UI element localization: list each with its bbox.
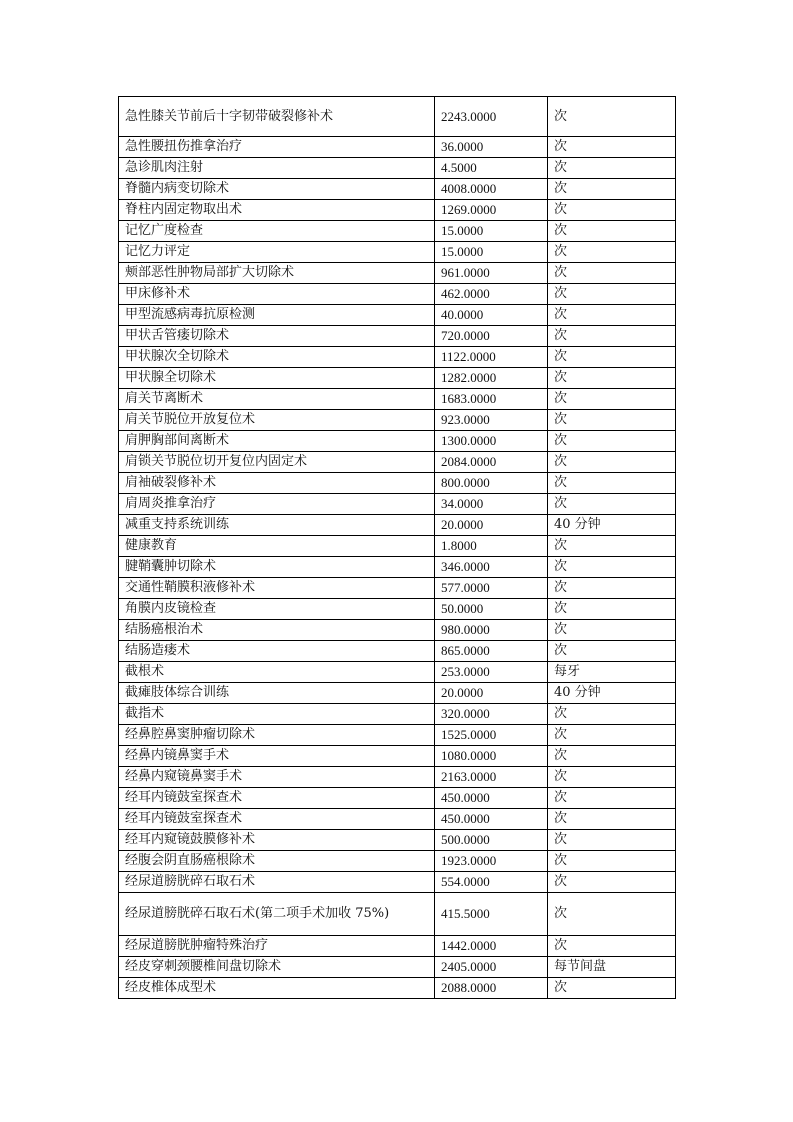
unit-cell: 次	[548, 851, 676, 872]
unit-cell: 40 分钟	[548, 683, 676, 704]
price-cell: 980.0000	[435, 620, 548, 641]
item-name-cell: 颊部恶性肿物局部扩大切除术	[119, 263, 435, 284]
table-row	[119, 557, 676, 578]
table-row	[119, 746, 676, 767]
item-name-cell: 经皮椎体成型术	[119, 978, 435, 999]
item-name-cell: 经皮穿刺颈腰椎间盘切除术	[119, 957, 435, 978]
item-name-cell: 肩袖破裂修补术	[119, 473, 435, 494]
unit-cell: 次	[548, 368, 676, 389]
price-cell: 1269.0000	[435, 200, 548, 221]
item-name-cell: 经鼻腔鼻窦肿瘤切除术	[119, 725, 435, 746]
item-name-cell: 脊柱内固定物取出术	[119, 200, 435, 221]
unit-cell: 次	[548, 725, 676, 746]
table-row	[119, 452, 676, 473]
item-name-cell: 经尿道膀胱肿瘤特殊治疗	[119, 936, 435, 957]
unit-cell: 次	[548, 200, 676, 221]
price-cell: 1.8000	[435, 536, 548, 557]
unit-cell: 40 分钟	[548, 515, 676, 536]
price-cell: 577.0000	[435, 578, 548, 599]
table-row	[119, 599, 676, 620]
item-name-cell: 甲型流感病毒抗原检测	[119, 305, 435, 326]
price-cell: 2163.0000	[435, 767, 548, 788]
table-row	[119, 536, 676, 557]
unit-cell: 次	[548, 599, 676, 620]
unit-cell: 次	[548, 641, 676, 662]
table-row	[119, 851, 676, 872]
table-row	[119, 515, 676, 536]
unit-cell: 次	[548, 97, 676, 137]
table-row	[119, 410, 676, 431]
unit-cell: 次	[548, 936, 676, 957]
item-name-cell: 减重支持系统训练	[119, 515, 435, 536]
table-body	[119, 97, 676, 999]
price-cell: 1122.0000	[435, 347, 548, 368]
price-cell: 20.0000	[435, 683, 548, 704]
item-name-cell: 肩胛胸部间离断术	[119, 431, 435, 452]
unit-cell: 次	[548, 347, 676, 368]
price-cell: 34.0000	[435, 494, 548, 515]
unit-cell: 次	[548, 431, 676, 452]
unit-cell: 次	[548, 179, 676, 200]
item-name-cell: 甲状舌管瘘切除术	[119, 326, 435, 347]
unit-cell: 次	[548, 263, 676, 284]
table-row	[119, 97, 676, 137]
price-cell: 4008.0000	[435, 179, 548, 200]
unit-cell: 次	[548, 452, 676, 473]
price-cell: 865.0000	[435, 641, 548, 662]
price-cell: 415.5000	[435, 893, 548, 936]
item-name-cell: 结肠癌根治术	[119, 620, 435, 641]
item-name-cell: 肩关节脱位开放复位术	[119, 410, 435, 431]
item-name-cell: 记忆广度检查	[119, 221, 435, 242]
price-cell: 20.0000	[435, 515, 548, 536]
item-name-cell: 经鼻内窥镜鼻窦手术	[119, 767, 435, 788]
unit-cell: 每节间盘	[548, 957, 676, 978]
price-cell: 36.0000	[435, 137, 548, 158]
item-name-cell: 肩锁关节脱位切开复位内固定术	[119, 452, 435, 473]
unit-cell: 次	[548, 158, 676, 179]
price-cell: 2405.0000	[435, 957, 548, 978]
price-cell: 1282.0000	[435, 368, 548, 389]
table-row	[119, 662, 676, 683]
item-name-cell: 记忆力评定	[119, 242, 435, 263]
table-row	[119, 936, 676, 957]
table-row	[119, 893, 676, 936]
table-row	[119, 137, 676, 158]
item-name-cell: 经耳内镜鼓室探查术	[119, 809, 435, 830]
table-row	[119, 242, 676, 263]
price-cell: 4.5000	[435, 158, 548, 179]
price-cell: 346.0000	[435, 557, 548, 578]
table-row	[119, 305, 676, 326]
table-row	[119, 978, 676, 999]
unit-cell: 次	[548, 830, 676, 851]
table-row	[119, 683, 676, 704]
item-name-cell: 截指术	[119, 704, 435, 725]
table-row	[119, 347, 676, 368]
table-row	[119, 389, 676, 410]
item-name-cell: 健康教育	[119, 536, 435, 557]
table-row	[119, 809, 676, 830]
price-cell: 1683.0000	[435, 389, 548, 410]
item-name-cell: 肩周炎推拿治疗	[119, 494, 435, 515]
item-name-cell: 交通性鞘膜积液修补术	[119, 578, 435, 599]
table-row	[119, 767, 676, 788]
unit-cell: 次	[548, 978, 676, 999]
table-row	[119, 221, 676, 242]
unit-cell: 次	[548, 473, 676, 494]
item-name-cell: 甲状腺次全切除术	[119, 347, 435, 368]
unit-cell: 次	[548, 557, 676, 578]
price-cell: 1923.0000	[435, 851, 548, 872]
unit-cell: 次	[548, 137, 676, 158]
price-cell: 923.0000	[435, 410, 548, 431]
unit-cell: 每牙	[548, 662, 676, 683]
item-name-cell: 甲状腺全切除术	[119, 368, 435, 389]
price-cell: 462.0000	[435, 284, 548, 305]
table-row	[119, 158, 676, 179]
table-row	[119, 179, 676, 200]
price-cell: 500.0000	[435, 830, 548, 851]
table-row	[119, 431, 676, 452]
table-row	[119, 473, 676, 494]
item-name-cell: 截瘫肢体综合训练	[119, 683, 435, 704]
price-cell: 1525.0000	[435, 725, 548, 746]
table-row	[119, 368, 676, 389]
table-row	[119, 788, 676, 809]
item-name-cell: 经鼻内镜鼻窦手术	[119, 746, 435, 767]
unit-cell: 次	[548, 536, 676, 557]
unit-cell: 次	[548, 746, 676, 767]
price-cell: 15.0000	[435, 242, 548, 263]
item-name-cell: 急性膝关节前后十字韧带破裂修补术	[119, 97, 435, 137]
item-name-cell: 经耳内镜鼓室探查术	[119, 788, 435, 809]
unit-cell: 次	[548, 872, 676, 893]
table-row	[119, 263, 676, 284]
item-name-cell: 经尿道膀胱碎石取石术(第二项手术加收 75%)	[119, 893, 435, 936]
price-cell: 961.0000	[435, 263, 548, 284]
table-row	[119, 641, 676, 662]
price-cell: 450.0000	[435, 788, 548, 809]
price-cell: 1300.0000	[435, 431, 548, 452]
item-name-cell: 甲床修补术	[119, 284, 435, 305]
unit-cell: 次	[548, 410, 676, 431]
price-cell: 1080.0000	[435, 746, 548, 767]
unit-cell: 次	[548, 389, 676, 410]
item-name-cell: 肩关节离断术	[119, 389, 435, 410]
table-row	[119, 200, 676, 221]
unit-cell: 次	[548, 578, 676, 599]
price-cell: 15.0000	[435, 221, 548, 242]
price-table	[118, 96, 676, 999]
unit-cell: 次	[548, 767, 676, 788]
table-row	[119, 872, 676, 893]
item-name-cell: 经腹会阴直肠癌根除术	[119, 851, 435, 872]
item-name-cell: 腱鞘囊肿切除术	[119, 557, 435, 578]
item-name-cell: 脊髓内病变切除术	[119, 179, 435, 200]
price-cell: 253.0000	[435, 662, 548, 683]
table-row	[119, 326, 676, 347]
unit-cell: 次	[548, 704, 676, 725]
price-cell: 720.0000	[435, 326, 548, 347]
table-row	[119, 284, 676, 305]
unit-cell: 次	[548, 494, 676, 515]
unit-cell: 次	[548, 809, 676, 830]
item-name-cell: 角膜内皮镜检查	[119, 599, 435, 620]
table-row	[119, 830, 676, 851]
price-cell: 2084.0000	[435, 452, 548, 473]
item-name-cell: 经耳内窥镜鼓膜修补术	[119, 830, 435, 851]
item-name-cell: 经尿道膀胱碎石取石术	[119, 872, 435, 893]
item-name-cell: 结肠造瘘术	[119, 641, 435, 662]
item-name-cell: 截根术	[119, 662, 435, 683]
unit-cell: 次	[548, 284, 676, 305]
table-row	[119, 704, 676, 725]
unit-cell: 次	[548, 305, 676, 326]
price-cell: 450.0000	[435, 809, 548, 830]
price-cell: 2088.0000	[435, 978, 548, 999]
price-cell: 320.0000	[435, 704, 548, 725]
price-cell: 1442.0000	[435, 936, 548, 957]
unit-cell: 次	[548, 326, 676, 347]
table-row	[119, 494, 676, 515]
unit-cell: 次	[548, 242, 676, 263]
unit-cell: 次	[548, 221, 676, 242]
unit-cell: 次	[548, 788, 676, 809]
item-name-cell: 急性腰扭伤推拿治疗	[119, 137, 435, 158]
table-row	[119, 620, 676, 641]
table-row	[119, 725, 676, 746]
unit-cell: 次	[548, 620, 676, 641]
price-cell: 50.0000	[435, 599, 548, 620]
price-cell: 800.0000	[435, 473, 548, 494]
price-cell: 2243.0000	[435, 97, 548, 137]
table-row	[119, 957, 676, 978]
item-name-cell: 急诊肌肉注射	[119, 158, 435, 179]
price-cell: 40.0000	[435, 305, 548, 326]
price-cell: 554.0000	[435, 872, 548, 893]
table-row	[119, 578, 676, 599]
unit-cell: 次	[548, 893, 676, 936]
